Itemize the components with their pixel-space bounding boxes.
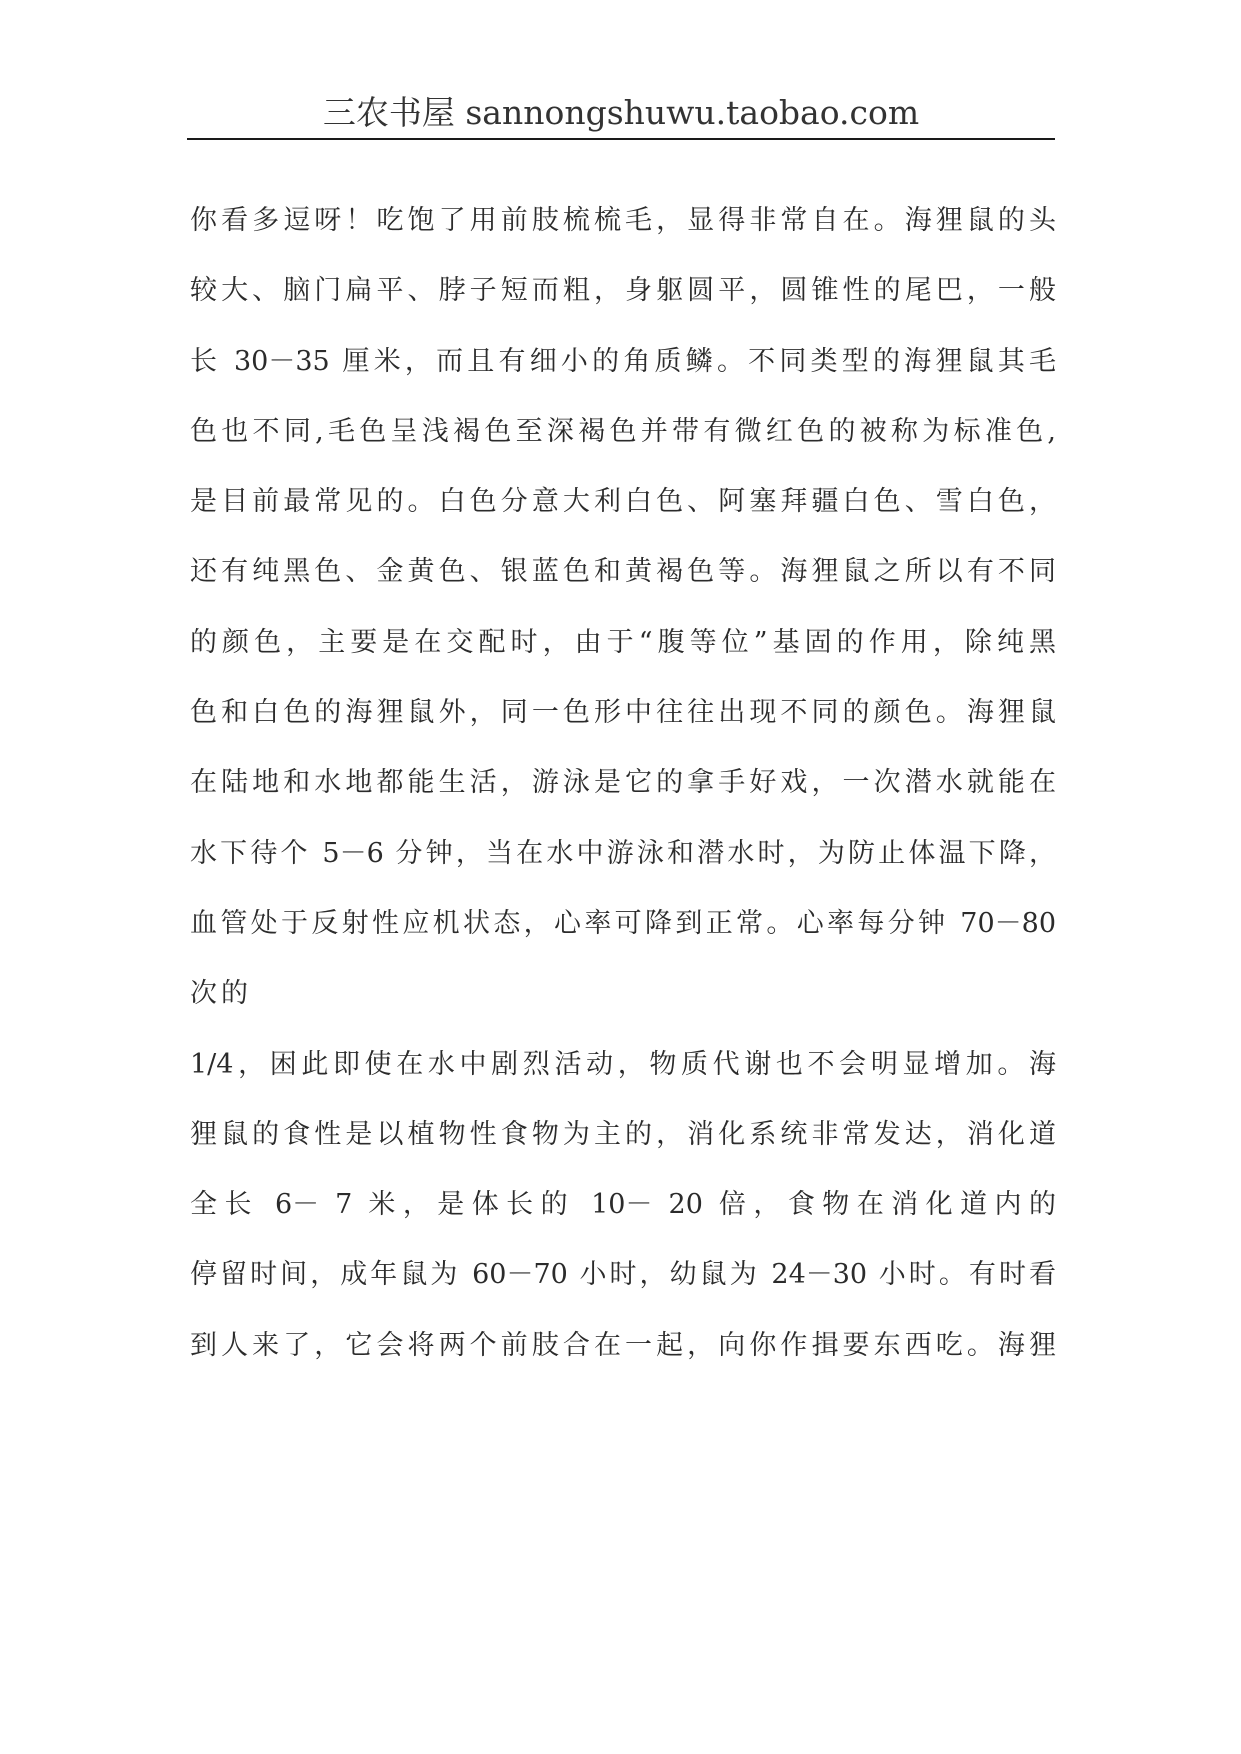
text-line: 狸鼠的食性是以植物性食物为主的，消化系统非常发达，消化道 [190, 1118, 1056, 1150]
text-line: 是目前最常见的。白色分意大利白色、阿塞拜疆白色、雪白色， [190, 486, 1056, 518]
header-divider [187, 138, 1055, 140]
text-line: 较大、脑门扁平、脖子短而粗，身躯圆平，圆锥性的尾巴，一般 [190, 275, 1056, 307]
text-line: 还有纯黑色、金黄色、银蓝色和黄褐色等。海狸鼠之所以有不同 [190, 556, 1056, 588]
text-line: 到人来了，它会将两个前肢合在一起，向你作揖要东西吃。海狸 [190, 1329, 1056, 1361]
body-text [190, 196, 1056, 1391]
text-line: 停留时间，成年鼠为 60－70 小时，幼鼠为 24－30 小时。有时看 [190, 1259, 1056, 1291]
text-line: 全长 6－ 7 米，是体长的 10－ 20 倍，食物在消化道内的 [190, 1189, 1056, 1221]
text-line: 在陆地和水地都能生活，游泳是它的拿手好戏，一次潜水就能在 [190, 767, 1056, 799]
text-line: 血管处于反射性应机状态，心率可降到正常。心率每分钟 70－80 [190, 907, 1056, 939]
text-line: 次的 [190, 978, 252, 1010]
text-line: 1/4，困此即使在水中剧烈活动，物质代谢也不会明显增加。海 [190, 1048, 1056, 1080]
text-line: 的颜色，主要是在交配时，由于“腹等位”基固的作用，除纯黑 [190, 626, 1056, 658]
text-line: 长 30－35 厘米，而且有细小的角质鳞。不同类型的海狸鼠其毛 [190, 345, 1056, 377]
text-line: 你看多逗呀！吃饱了用前肢梳梳毛，显得非常自在。海狸鼠的头 [190, 205, 1056, 236]
text-line: 色和白色的海狸鼠外，同一色形中往往出现不同的颜色。海狸鼠 [190, 697, 1056, 729]
page-header-title: 三农书屋 sannongshuwu.taobao.com [322, 93, 920, 132]
text-line: 水下待个 5－6 分钟，当在水中游泳和潜水时，为防止体温下降， [190, 837, 1056, 869]
text-line: 色也不同,毛色呈浅褐色至深褐色并带有微红色的被称为标准色, [190, 415, 1056, 447]
